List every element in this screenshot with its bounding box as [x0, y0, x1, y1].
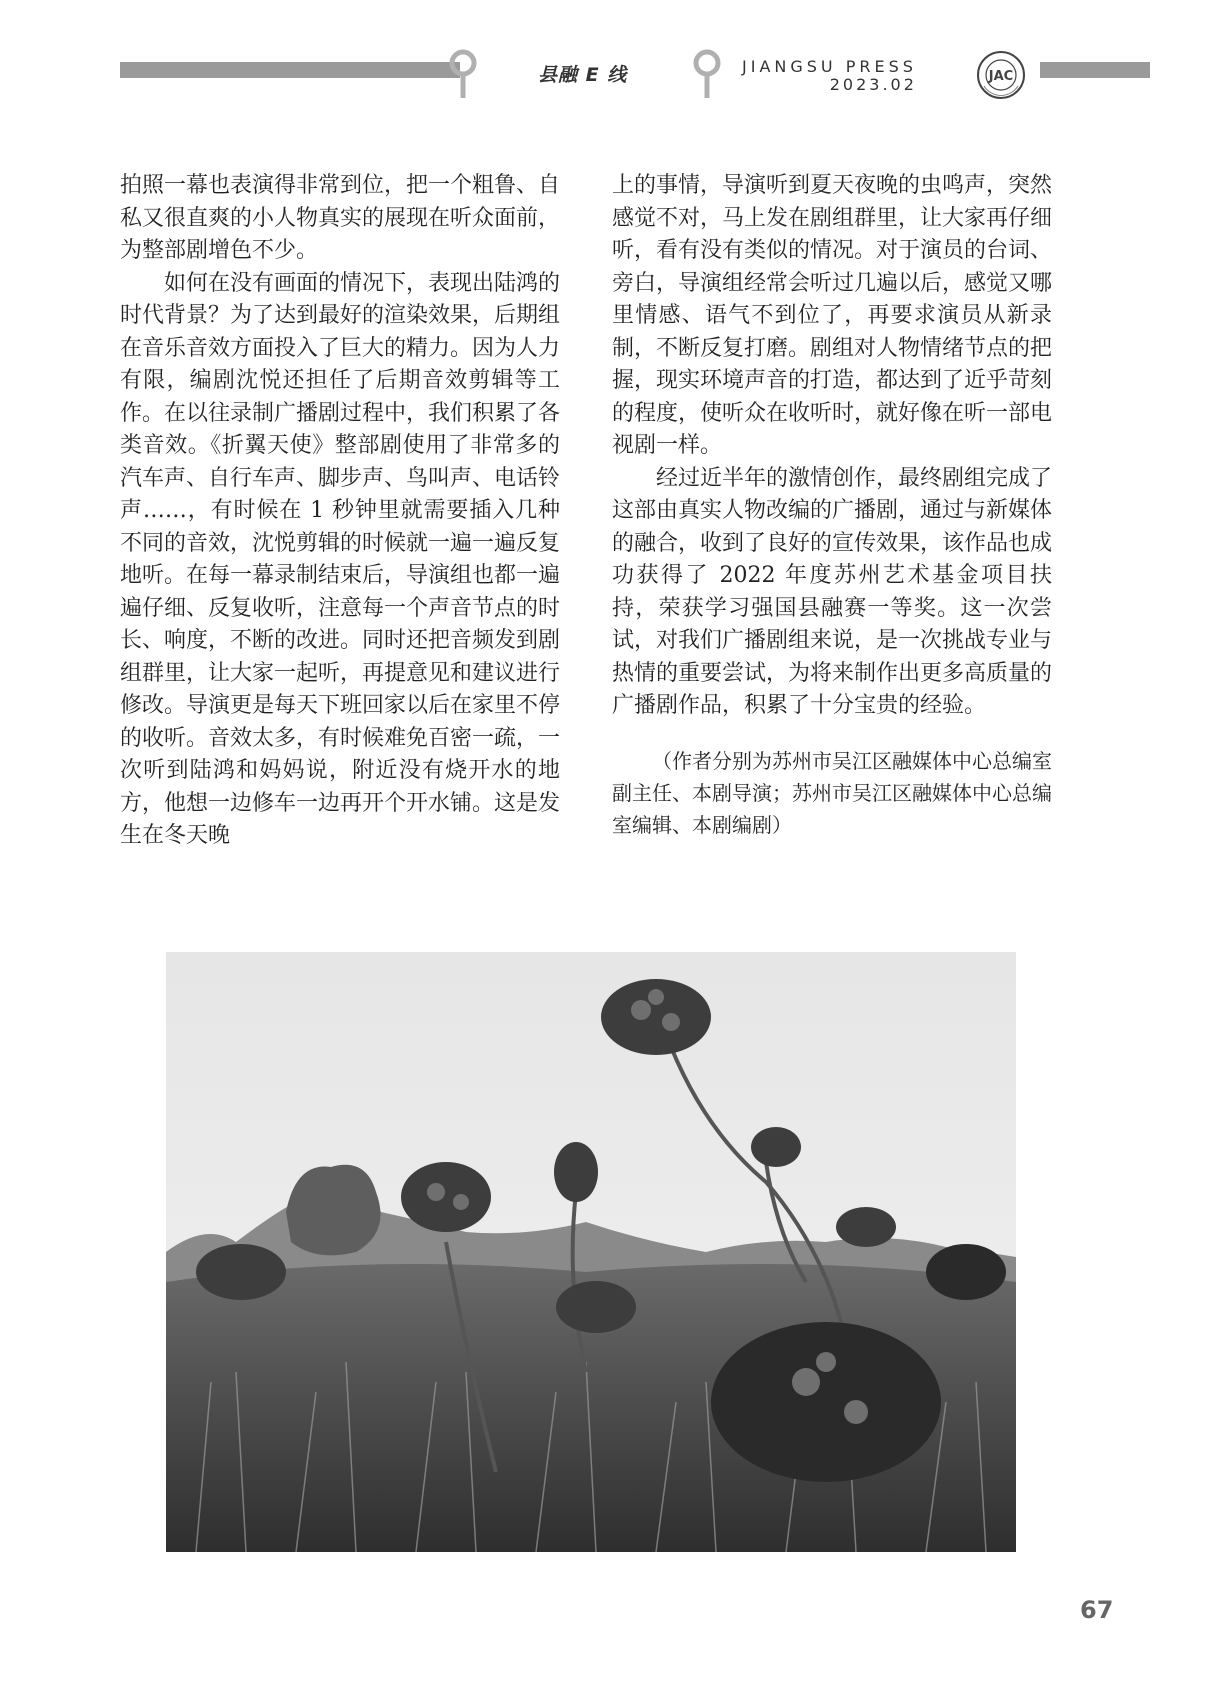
paragraph: 拍照一幕也表演得非常到位，把一个粗鲁、自私又很直爽的小人物真实的展现在听众面前，为整部剧增色不少。 — [120, 173, 561, 263]
svg-text:JAC: JAC — [988, 69, 1014, 84]
author-byline: （作者分别为苏州市吴江区融媒体中心总编室副主任、本剧导演；苏州市吴江区融媒体中心总编室编辑、本剧编剧） — [612, 748, 1052, 837]
flower-field-photo — [166, 952, 1016, 1552]
location-pin-icon — [448, 48, 478, 100]
paragraph: 如何在没有画面的情况下，表现出陆鸿的时代背景？为了达到最好的渲染效果，后期组在音乐音效方面投入了巨大的精力。因为人力有限，编剧沈悦还担任了后期音效剪辑等工作。在以往录制广播剧过程中，我们积累了各类音效。《折翼天使》整部剧使用了非常多的汽车声、自行车声、脚步声、鸟叫声、电话铃声……，有时候在 1 秒钟里就需要插入几种不同的音效，沈悦剪辑的时候就一遍一遍反复地听。在每一幕录制结束后，导演组也都一遍遍仔细、反复收听，注意每一个声音节点的时长、响度，不断的改进。同时还把音频发到剧组群里，让大家一起听，再提意见和建议进行修改。导演更是每天下班回家以后在家里不停的收听。音效太多，有时候难免百密一疏，一次听到陆鸿和妈妈说，附近没有烧开水的地方，他想一边修车一边再开个开水铺。这是发生在冬天晚 — [120, 270, 561, 848]
paragraph: 经过近半年的激情创作，最终剧组完成了这部由真实人物改编的广播剧，通过与新媒体的融合，收到了良好的宣传效果，该作品也成功获得了 2022 年度苏州艺术基金项目扶持，荣获学习强国县融赛一等奖。这一次尝试，对我们广播剧组来说，是一次挑战专业与热情的重要尝试，为将来制作出更多高质量的广播剧作品，积累了十分宝贵的经验。 — [612, 465, 1053, 718]
issue-number: 2023.02 — [829, 75, 917, 94]
section-title: 县融 E 线 — [538, 64, 628, 86]
page-number: 67 — [1080, 1596, 1114, 1624]
article-column-right — [612, 170, 1052, 841]
article-column-left — [120, 170, 560, 853]
magazine-masthead — [742, 58, 917, 94]
paragraph: 上的事情，导演听到夏天夜晚的虫鸣声，突然感觉不对，马上发在剧组群里，让大家再仔细听，看有没有类似的情况。对于演员的台词、旁白，导演组经常会听过几遍以后，感觉又哪里情感、语气不到位了，再要求演员从新录制，不断反复打磨。剧组对人物情绪节点的把握，现实环境声音的打造，都达到了近乎苛刻的程度，使听众在收听时，就好像在听一部电视剧一样。 — [612, 173, 1053, 458]
header-rule-left — [120, 62, 460, 78]
association-seal-logo — [976, 50, 1026, 100]
magazine-name: JIANGSU PRESS — [742, 57, 917, 76]
header-rule-right — [1040, 62, 1150, 78]
location-pin-icon — [692, 48, 722, 100]
